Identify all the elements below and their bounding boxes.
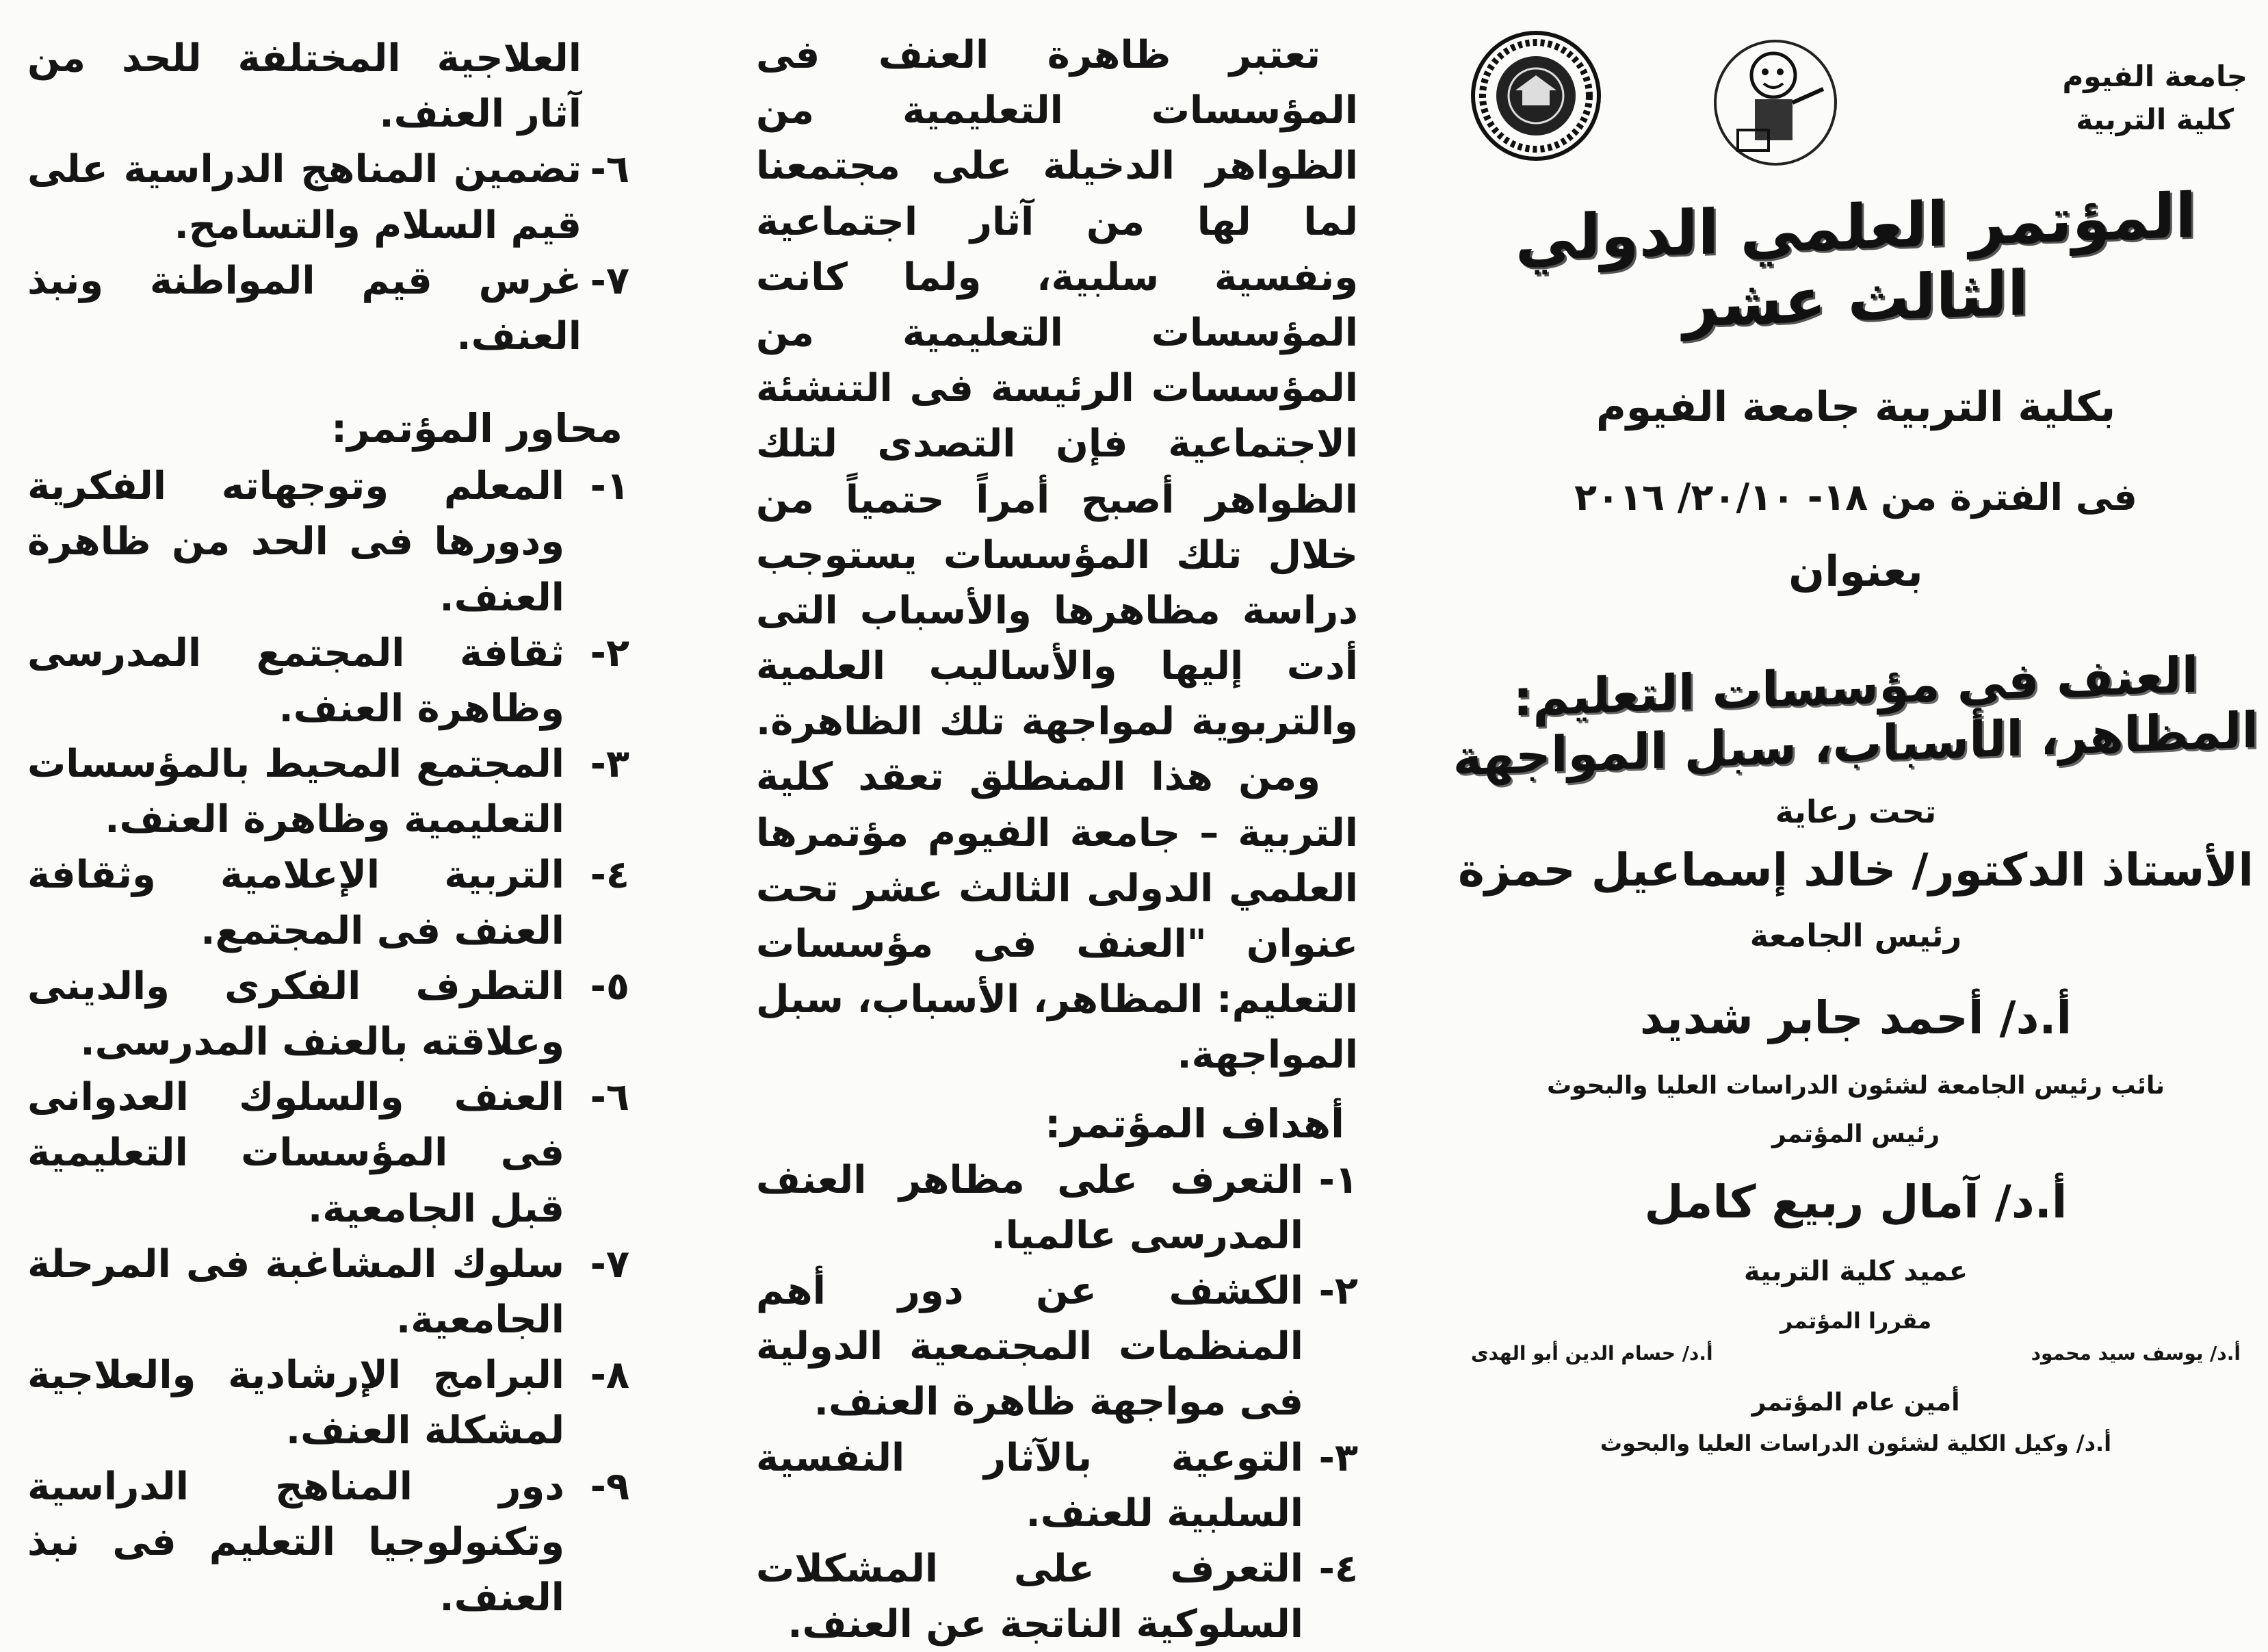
list-item xyxy=(756,1152,1358,1263)
goals-continued-list xyxy=(27,31,629,364)
item-text: المعلم وتوجهاته الفكرية ودورها فى الحد من ظاهرة العنف. xyxy=(27,464,564,620)
middle-panel xyxy=(756,0,1358,1647)
list-item xyxy=(756,1263,1358,1430)
axes-heading: محاور المؤتمر: xyxy=(331,405,623,452)
goals-list xyxy=(756,1152,1358,1652)
university-name: جامعة الفيوم xyxy=(2062,60,2247,93)
dean-role: عميد كلية التربية xyxy=(1743,1256,1968,1287)
item-number: ١- xyxy=(1318,1157,1358,1202)
chair-name: أ.د/ أحمد جابر شديد xyxy=(1639,992,2072,1044)
title-label: بعنوان xyxy=(1788,546,1923,596)
dean-name: أ.د/ آمال ربيع كامل xyxy=(1644,1176,2068,1228)
patron-name: الأستاذ الدكتور/ خالد إسماعيل حمزة xyxy=(1457,844,2254,896)
item-text: ثقافة المجتمع المدرسى وظاهرة العنف. xyxy=(27,630,564,731)
item-text: التوعية بالآثار النفسية السلبية للعنف. xyxy=(756,1435,1303,1536)
period-line: فى الفترة من ١٨- ٢٠/١٠/ ٢٠١٦ xyxy=(1574,476,2137,519)
item-number: ٦- xyxy=(590,1075,629,1120)
list-item xyxy=(27,31,629,142)
logo-row xyxy=(1450,0,2261,164)
list-item xyxy=(756,1430,1358,1541)
goals-heading: أهداف المؤتمر: xyxy=(1045,1100,1344,1147)
chair-position: نائب رئيس الجامعة لشئون الدراسات العليا والبحوث xyxy=(1546,1072,2165,1100)
secretary-label: أمين عام المؤتمر xyxy=(1751,1389,1960,1417)
host-line: بكلية التربية جامعة الفيوم xyxy=(1595,383,2116,431)
item-number: ٦- xyxy=(590,147,629,192)
faculty-name: كلية التربية xyxy=(2076,103,2234,136)
faculty-logo-icon xyxy=(1710,34,1840,171)
item-text: البرامج الإرشادية والعلاجية لمشكلة العنف. xyxy=(27,1353,564,1454)
item-text: دور المناهج الدراسية وتكنولوجيا التعليم فى نبذ العنف. xyxy=(27,1464,564,1620)
list-item xyxy=(27,1070,629,1237)
list-item xyxy=(27,847,629,958)
rapporteur-1: أ.د/ يوسف سيد محمود xyxy=(2031,1342,2241,1365)
secretary: أ.د/ وكيل الكلية لشئون الدراسات العليا والبحوث xyxy=(1600,1430,2112,1456)
item-number: ٣- xyxy=(590,742,629,787)
university-seal-icon xyxy=(1468,27,1604,164)
item-text: التربية الإعلامية وثقافة العنف فى المجتمع. xyxy=(27,853,564,953)
item-text: المجتمع المحيط بالمؤسسات التعليمية وظاهرة العنف. xyxy=(27,742,564,842)
item-text: الكشف عن دور أهم المنظمات المجتمعية الدولية فى مواجهة ظاهرة العنف. xyxy=(756,1268,1303,1425)
list-item xyxy=(27,959,629,1070)
conference-theme: العنف فى مؤسسات التعليم: المظاهر، الأسباب، سبل المواجهة xyxy=(1452,645,2259,787)
rapporteurs-row xyxy=(1450,1342,2261,1365)
item-text: التعرف على مظاهر العنف المدرسى عالميا. xyxy=(756,1157,1303,1258)
second-paragraph: ومن هذا المنطلق تعقد كلية التربية – جامعة الفيوم مؤتمرها العلمي الدولى الثالث عشر تحت عنوان "العنف فى مؤسسات التعليم: المظاهر، الأسباب، سبل المواجهة. xyxy=(756,755,1358,1078)
item-text: سلوك المشاغبة فى المرحلة الجامعية. xyxy=(27,1241,564,1342)
item-text: العنف والسلوك العدوانى فى المؤسسات التعليمية قبل الجامعية. xyxy=(27,1075,564,1231)
list-item xyxy=(27,459,629,625)
item-text: تضمين المناهج الدراسية على قيم السلام والتسامح. xyxy=(27,147,582,248)
chair-role: رئيس المؤتمر xyxy=(1772,1120,1940,1148)
item-number: ٧- xyxy=(590,1241,629,1287)
item-number: ٤- xyxy=(1318,1546,1358,1591)
left-panel xyxy=(27,0,629,1620)
item-number: ٧- xyxy=(590,258,629,303)
item-number: ١- xyxy=(590,464,629,509)
list-item xyxy=(756,1541,1358,1652)
item-number: ٨- xyxy=(590,1353,629,1398)
item-number: ٥- xyxy=(590,964,629,1009)
institution-block xyxy=(2063,55,2248,141)
list-item xyxy=(27,736,629,847)
rapporteur-2: أ.د/ حسام الدين أبو الهدى xyxy=(1471,1342,1713,1365)
patron-role: رئيس الجامعة xyxy=(1749,917,1962,954)
conference-title: المؤتمر العلمي الدولي الثالث عشر xyxy=(1515,179,2197,341)
item-text: العلاجية المختلفة للحد من آثار العنف. xyxy=(27,36,582,137)
item-text: التطرف الفكرى والدينى وعلاقته بالعنف المدرسى. xyxy=(27,964,564,1064)
list-item xyxy=(27,1459,629,1626)
item-number: ٢- xyxy=(590,630,629,675)
rapporteurs-label: مقررا المؤتمر xyxy=(1780,1308,1932,1334)
right-panel xyxy=(1450,0,2261,1573)
item-text: غرس قيم المواطنة ونبذ العنف. xyxy=(27,258,582,359)
list-item xyxy=(27,1237,629,1347)
intro-paragraph: تعتبر ظاهرة العنف فى المؤسسات التعليمية من الظواهر الدخيلة على مجتمعنا لما لها من آثار اجتماعية ونفسية سلبية، ولما كانت المؤسسات التعليمية من المؤسسات الرئيسة فى التنشئة الاجتماعية فإن التصدى لتلك الظواهر أصبح أمراً حتمياً من خلال تلك المؤسسات يستوجب دراسة مظاهرها والأسباب التى أدت إليها والأساليب العلمية والتربوية لمواجهة تلك الظاهرة. xyxy=(756,33,1358,745)
item-number: ٣- xyxy=(1318,1435,1358,1480)
axes-list xyxy=(27,459,629,1625)
list-item xyxy=(27,625,629,736)
patronage-label: تحت رعاية xyxy=(1775,793,1937,830)
item-text: التعرف على المشكلات السلوكية الناتجة عن العنف. xyxy=(756,1546,1303,1647)
item-number: ٢- xyxy=(1318,1268,1358,1313)
list-item xyxy=(27,253,629,364)
list-item xyxy=(27,1347,629,1458)
list-item xyxy=(27,142,629,253)
item-number: ٩- xyxy=(590,1464,629,1509)
item-number: ٤- xyxy=(590,853,629,898)
